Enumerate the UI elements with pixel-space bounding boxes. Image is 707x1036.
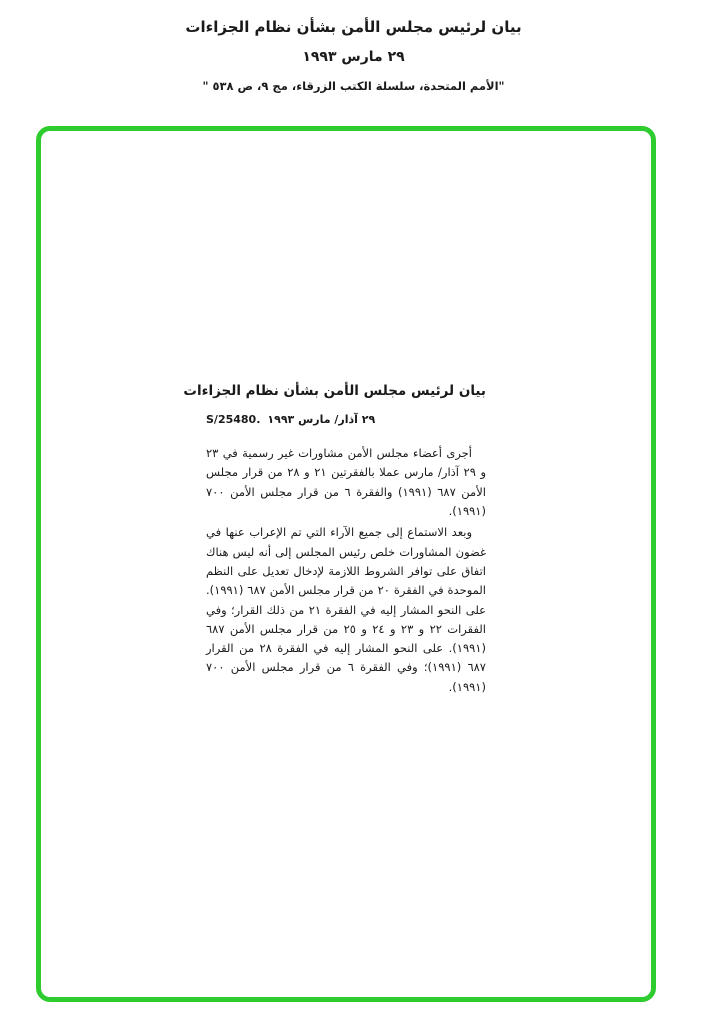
header-title: بيان لرئيس مجلس الأمن بشأن نظام الجزاءات bbox=[185, 18, 522, 36]
document-paragraph-1: أجرى أعضاء مجلس الأمن مشاورات غير رسمية في ٢٣ و ٢٩ آذار/ مارس عملا بالفقرتين ٢١ و ٢٨ من قرار مجلس الأمن ٦٨٧ (١٩٩١) والفقرة ٦ من قرار مجلس الأمن ٧٠٠ (١٩٩١). bbox=[206, 446, 486, 518]
document-body bbox=[206, 444, 486, 697]
document-scan-frame bbox=[36, 126, 656, 1002]
document-symbol: S/25480. bbox=[206, 413, 261, 426]
header-date: ٢٩ مارس ١٩٩٣ bbox=[302, 49, 405, 65]
document-paragraph-2: وبعد الاستماع إلى جميع الآراء التي تم الإعراب عنها في غضون المشاورات خلص رئيس المجلس إلى أنه ليس هناك اتفاق على توافر الشروط اللازمة لإدخال تعديل على النظم الموحدة في الفقرة ٢٠ من قرار مجلس الأمن ٦٨٧ (١٩٩١). على النحو المشار إليه في الفقرة ٢١ من ذلك القرار؛ وفي الفقرات ٢٢ و ٢٣ و ٢٤ و ٢٥ من قرار مجلس الأمن ٦٨٧ (١٩٩١). على النحو المشار إليه في الفقرة ٢٨ من القرار ٦٨٧ (١٩٩١)؛ وفي الفقرة ٦ من قرار مجلس الأمن ٧٠٠ (١٩٩١). bbox=[206, 525, 486, 694]
document-reference-line bbox=[206, 413, 486, 426]
header-source-citation: "الأمم المتحدة، سلسلة الكتب الزرقاء، مج ٩، ص ٥٣٨ " bbox=[202, 79, 505, 93]
top-header bbox=[0, 18, 707, 93]
document-date: ٢٩ آذار/ مارس ١٩٩٣ bbox=[267, 413, 376, 426]
document-title: بيان لرئيس مجلس الأمن بشأن نظام الجزاءات bbox=[183, 383, 486, 399]
document-content bbox=[183, 383, 486, 697]
